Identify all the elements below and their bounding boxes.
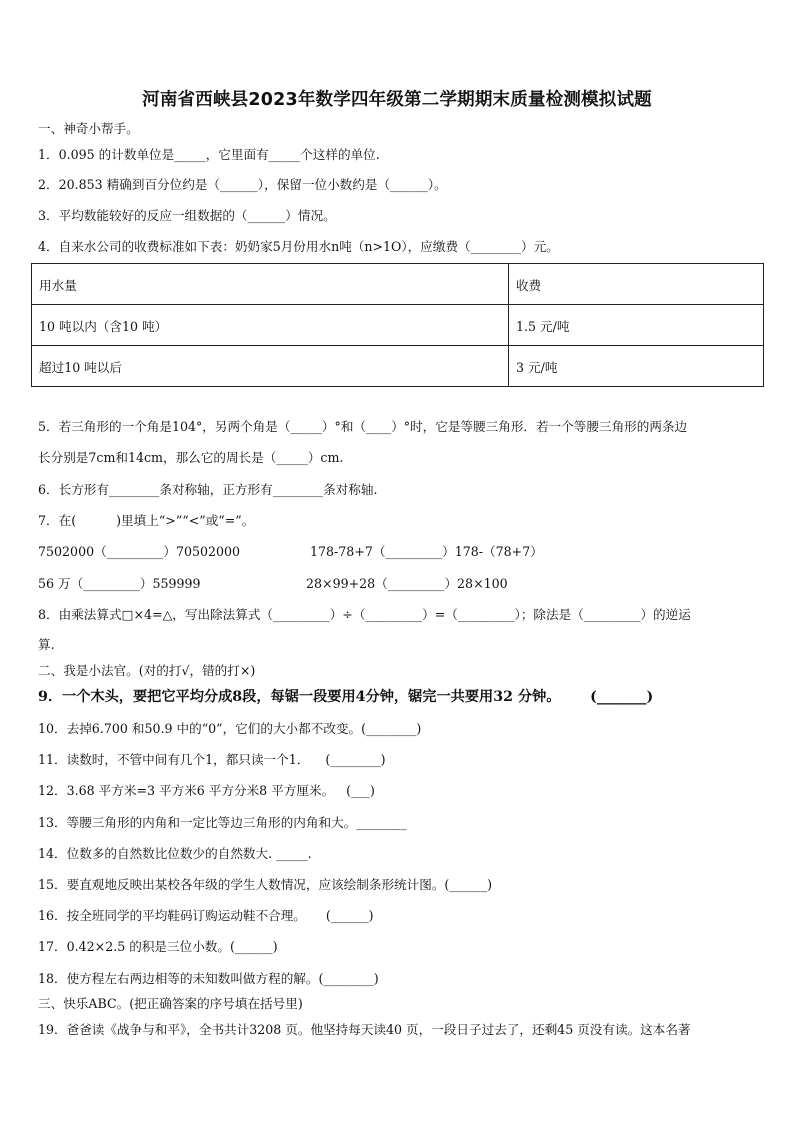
question-1: 1．0.095 的计数单位是_____，它里面有_____个这样的单位.: [38, 147, 380, 162]
question-7: 7．在( )里填上“>”“<”或“=”。: [38, 513, 255, 528]
question-7-row-2-right: 28×99+28（_________）28×100: [306, 576, 508, 591]
question-7-row-1-right: 178-78+7（_________）178-（78+7）: [310, 544, 543, 559]
question-9: 9．一个木头，要把它平均分成8段，每锯一段要用4分钟，锯完一共要用32 分钟。 (_______): [38, 689, 654, 705]
table-cell: 超过10 吨以后: [32, 346, 509, 387]
question-19: 19．爸爸读《战争与和平》，全书共计3208 页。他坚持每天读40 页，一段日子过去了，还剩45 页没有读。这本名著: [38, 1022, 691, 1037]
question-12: 12．3.68 平方米=3 平方米6 平方分米8 平方厘米。 (___): [38, 783, 375, 798]
question-7-row-2-left: 56 万（_________）559999: [38, 576, 201, 591]
section-heading-2: 二、我是小法官。(对的打√，错的打×): [38, 663, 256, 678]
question-17: 17．0.42×2.5 的积是三位小数。(______): [38, 939, 278, 954]
page-title: 河南省西峡县2023年数学四年级第二学期期末质量检测模拟试题: [142, 90, 652, 110]
question-16: 16．按全班同学的平均鞋码订购运动鞋不合理。 (______): [38, 908, 374, 923]
table-cell: 1.5 元/吨: [509, 305, 764, 346]
table-header-cell: 收费: [509, 264, 764, 305]
question-3: 3．平均数能较好的反应一组数据的（______）情况。: [38, 208, 336, 223]
question-10: 10．去掉6.700 和50.9 中的“0”，它们的大小都不改变。(________): [38, 721, 422, 736]
question-13: 13．等腰三角形的内角和一定比等边三角形的内角和大。________: [38, 815, 407, 830]
table-cell: 3 元/吨: [509, 346, 764, 387]
question-8-line-1: 8．由乘法算式□×4=△，写出除法算式（_________）÷（_________）=（_________）；除法是（_________）的逆运: [38, 607, 691, 622]
table-header-row: [32, 264, 764, 305]
question-7-row-1-left: 7502000（_________）70502000: [38, 544, 241, 559]
question-14: 14．位数多的自然数比位数少的自然数大. _____.: [38, 846, 312, 861]
section-heading-1: 一、神奇小帮手。: [38, 121, 139, 136]
question-8-line-2: 算.: [38, 637, 55, 652]
table-row: [32, 305, 764, 346]
question-2: 2．20.853 精确到百分位约是（______），保留一位小数约是（______）。: [38, 177, 447, 192]
table-row: [32, 346, 764, 387]
question-18: 18．使方程左右两边相等的未知数叫做方程的解。(________): [38, 971, 379, 986]
table-cell: 10 吨以内（含10 吨）: [32, 305, 509, 346]
table-header-cell: 用水量: [32, 264, 509, 305]
question-15: 15．要直观地反映出某校各年级的学生人数情况，应该绘制条形统计图。(______): [38, 877, 493, 892]
section-heading-3: 三、快乐ABC。(把正确答案的序号填在括号里): [38, 996, 303, 1011]
question-4: 4．自来水公司的收费标准如下表：奶奶家5月份用水n吨（n>1O），应缴费（________）元。: [38, 239, 559, 254]
question-6: 6．长方形有________条对称轴，正方形有________条对称轴.: [38, 482, 378, 497]
water-fee-table: [31, 263, 764, 387]
question-11: 11．读数时，不管中间有几个1，都只读一个1． (________): [38, 752, 386, 767]
question-5-line-2: 长分别是7cm和14cm，那么它的周长是（_____）cm.: [38, 450, 344, 465]
question-5-line-1: 5．若三角形的一个角是104°，另两个角是（_____）°和（____）°时，它是等腰三角形．若一个等腰三角形的两条边: [38, 419, 688, 434]
